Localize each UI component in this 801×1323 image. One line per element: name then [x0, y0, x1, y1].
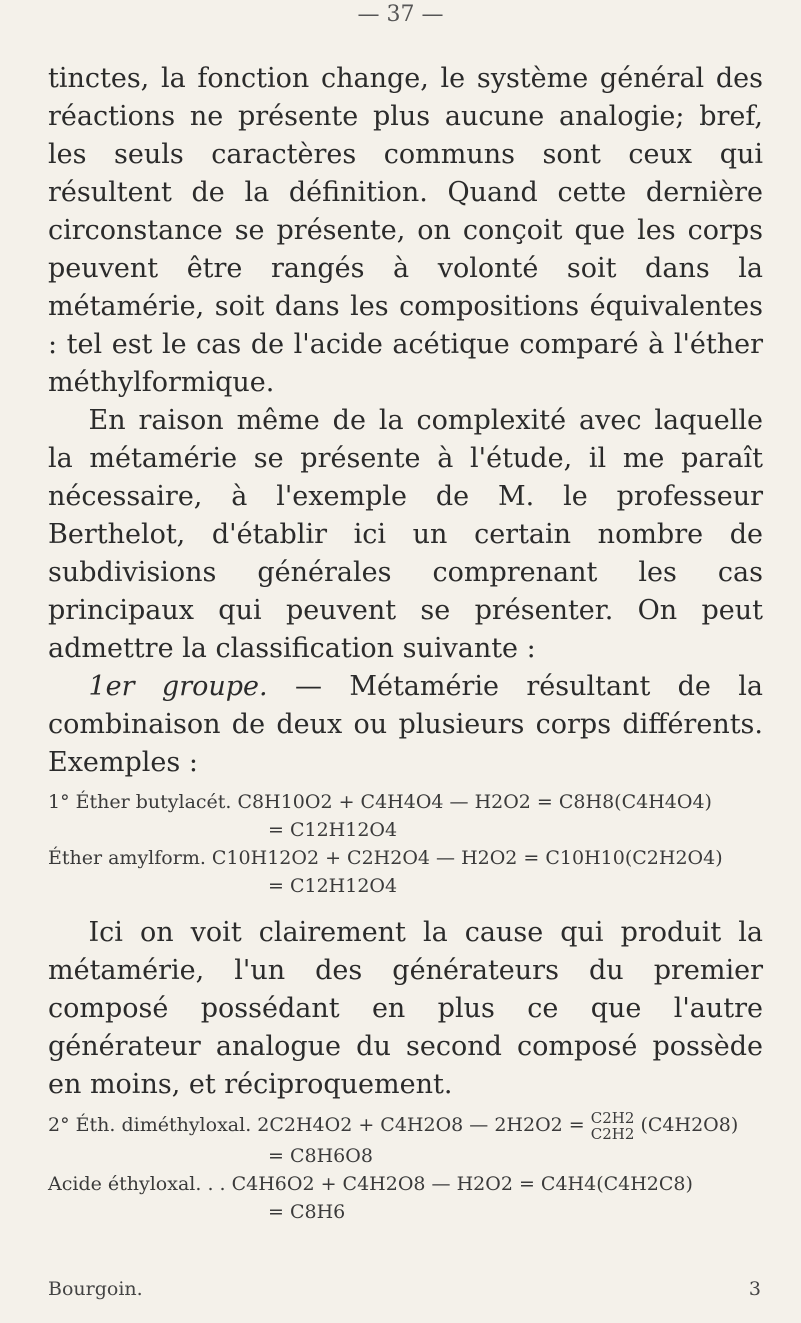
formula-line: Éther amylform. C10H12O2 + C2H2O4 — H2O2 = C10H10(C2H2O4) — [48, 847, 723, 869]
printer-signature: Bourgoin. — [48, 1278, 143, 1300]
formula-line — [48, 1110, 763, 1142]
fraction-top: C2H2 — [590, 1109, 635, 1127]
formula-result: = C12H12O4 — [268, 875, 398, 897]
page-number: — 37 — — [357, 2, 444, 27]
formula-result: = C8H6O8 — [268, 1145, 373, 1167]
fraction-bottom: C2H2 — [590, 1125, 635, 1143]
group-1-text: — Métamérie résultant de la combinaison de deux ou plusieurs corps différents. Exemples : — [48, 671, 763, 778]
formula-block-2 — [48, 1110, 763, 1226]
paragraph-1: tinctes, la fonction change, le système général des réactions ne présente plus aucune analogie; bref, les seuls caractères communs sont ceux qui résultent de la définition. Quand cette dernière circonstance se présente, on conçoit que les corps peuvent être rangés à volonté soit dans la métamérie, soit dans les compositions équivalentes : tel est le cas de l'acide acétique comparé à l'éther méthylformique. — [48, 63, 763, 398]
formula-right: (C4H2O8) — [640, 1114, 739, 1136]
formula-result: = C8H6 — [268, 1201, 346, 1223]
formula-result: = C12H12O4 — [268, 819, 398, 841]
paragraph-2: En raison même de la complexité avec laquelle la métamérie se présente à l'étude, il me paraît nécessaire, à l'exemple de M. le professeur Berthelot, d'établir ici un certain nombre de subdivisions générales comprenant les cas principaux qui peuvent se présenter. On peut admettre la classification suivante : — [48, 405, 763, 664]
page-body — [48, 60, 763, 1240]
paragraph-3: Ici on voit clairement la cause qui produit la métamérie, l'un des générateurs du premier composé possédant en plus ce que l'autre générateur analogue du second composé possède en moins, et réciproquement. — [48, 917, 763, 1100]
group-1-title: 1er groupe. — [88, 671, 268, 702]
formula-block-1 — [48, 788, 763, 900]
formula-left: 2° Éth. diméthyloxal. 2C2H4O2 + C4H2O8 — 2H2O2 = — [48, 1114, 585, 1136]
formula-fraction — [591, 1110, 635, 1142]
formula-line: Acide éthyloxal. . . C4H6O2 + C4H2O8 — H2O2 = C4H4(C4H2C8) — [48, 1173, 693, 1195]
sheet-number: 3 — [748, 1278, 761, 1300]
formula-line: 1° Éther butylacét. C8H10O2 + C4H4O4 — H2O2 = C8H8(C4H4O4) — [48, 791, 712, 813]
group-1-heading — [48, 668, 763, 782]
